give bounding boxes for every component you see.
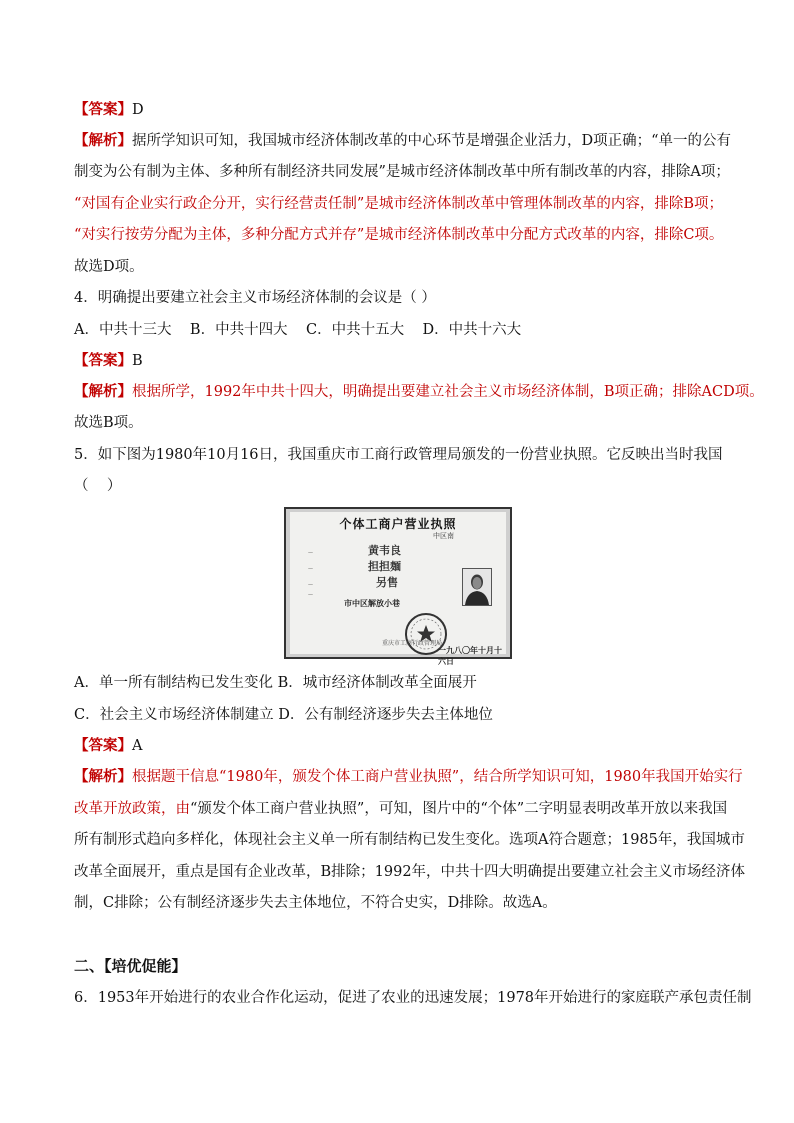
answer-line	[74, 100, 724, 120]
analysis-tag: 【解析】	[74, 132, 132, 149]
analysis-text: 制，C排除；公有制经济逐步失去主体地位，不符合史实，D排除。故选A。	[74, 895, 557, 911]
license-office: 重庆市工商行政管理局	[382, 640, 443, 647]
analysis-line	[74, 382, 764, 402]
question-stem: 6．1953年开始进行的农业合作化运动，促进了农业的迅速发展；1978年开始进行的家庭联产承包责任制	[74, 990, 752, 1006]
question-options: A．单一所有制结构已发生变化 B．城市经济体制改革全面展开	[74, 675, 477, 691]
analysis-line	[74, 131, 732, 151]
analysis-text: 故选D项。	[74, 259, 144, 275]
analysis-text: 改革开放政策，由	[74, 801, 190, 817]
license-date: 一九八〇年十月十六日	[438, 646, 502, 666]
question-stem: 5．如下图为1980年10月16日，我国重庆市工商行政管理局颁发的一份营业执照。它反映出当时我国	[74, 447, 723, 463]
license-title: 个体工商户营业执照	[339, 517, 457, 531]
question-stem: 4．明确提出要建立社会主义市场经济体制的会议是（ ）	[74, 290, 436, 306]
answer-line	[74, 736, 724, 756]
analysis-line	[74, 767, 743, 787]
license-address: 市中区解放小巷	[344, 599, 400, 608]
answer-value: D	[132, 102, 144, 118]
analysis-tag: 【解析】	[74, 768, 132, 785]
analysis-text: 故选B项。	[74, 415, 143, 431]
answer-value: A	[132, 738, 143, 754]
answer-tag: 【答案】	[74, 101, 132, 118]
analysis-text: 制变为公有制为主体、多种所有制经济共同发展”是城市经济体制改革中所有制改革的内容，排除A项；	[74, 164, 730, 180]
section-heading: 二、【培优促能】	[74, 957, 187, 975]
answer-value: B	[132, 353, 143, 369]
license-trade: 担担麺	[368, 560, 401, 573]
license-district: 中区南	[433, 532, 454, 540]
business-license-photo: 个体工商户营业执照 中区南 — 黄韦良 — 担担麺 — 另售 — 市中区解放小巷 重庆市工商行政管理局 一九八〇年十月十六日	[284, 507, 512, 659]
license-mode: 另售	[376, 576, 398, 589]
analysis-line	[74, 799, 728, 819]
analysis-tag: 【解析】	[74, 383, 132, 400]
analysis-text: 根据所学，1992年中共十四大，明确提出要建立社会主义市场经济体制，B项正确；排除ACD项。	[132, 384, 764, 400]
analysis-text: 据所学知识可知，我国城市经济体制改革的中心环节是增强企业活力，D项正确；“单一的公有	[132, 133, 732, 149]
license-name-row: — 黄韦良	[308, 544, 401, 557]
license-mode-row: — 另售	[308, 576, 398, 589]
question-options: A．中共十三大 B．中共十四大 C．中共十五大 D．中共十六大	[74, 322, 522, 338]
analysis-text: 改革全面展开，重点是国有企业改革，B排除；1992年，中共十四大明确提出要建立社会主义市场经济体	[74, 864, 746, 880]
analysis-text: “颁发个体工商户营业执照”，可知，图片中的“个体”二字明显表明改革开放以来我国	[190, 801, 728, 817]
answer-tag: 【答案】	[74, 737, 132, 754]
answer-tag: 【答案】	[74, 352, 132, 369]
analysis-text: “对实行按劳分配为主体，多种分配方式并存”是城市经济体制改革中分配方式改革的内容，排除C项。	[74, 227, 724, 243]
analysis-text: 所有制形式趋向多样化，体现社会主义单一所有制结构已发生变化。选项A符合题意；1985年，我国城市	[74, 832, 745, 848]
analysis-text: “对国有企业实行政企分开，实行经营责任制”是城市经济体制改革中管理体制改革的内容，排除B项；	[74, 196, 723, 212]
license-trade-row: — 担担麺	[308, 560, 401, 573]
license-name: 黄韦良	[368, 544, 401, 557]
analysis-text: 根据题干信息“1980年，颁发个体工商户营业执照”，结合所学知识可知，1980年我国开始实行	[132, 769, 743, 785]
portrait-photo	[462, 568, 492, 606]
question-options: C．社会主义市场经济体制建立 D．公有制经济逐步失去主体地位	[74, 707, 493, 723]
question-stem-paren: （ ）	[74, 478, 122, 494]
answer-line	[74, 351, 724, 371]
